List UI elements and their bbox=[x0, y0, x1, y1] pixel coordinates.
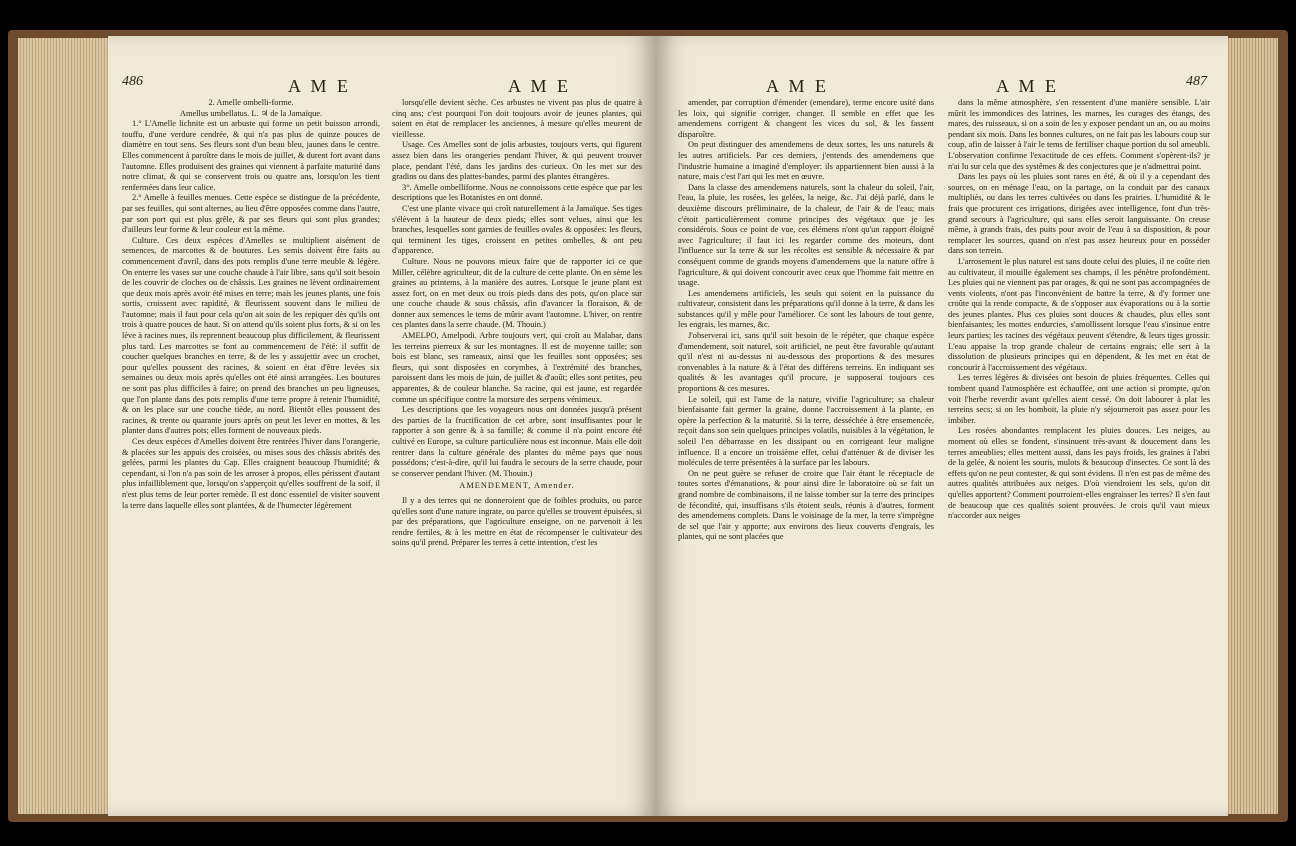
right-page bbox=[656, 36, 1228, 816]
paragraph: L'arrosement le plus naturel est sans doute celui des pluies, il ne coûte rien au cultivateur, il mouille également ses champs, il les pénètre profondément. Les pluies qui ne viennent pas par orages, & qui ne sont pas accompagnées de vents violents, n'ont pas l'inconvénient de battre la terre, & d'y former une croûte qui la rende compacte, & de s'opposer aux évaporations ou à la sortie des jeunes plantes. Plus ces pluies sont douces & chaudes, plus elles sont bienfaisantes; les mottes endurcies, s'amollissent lorsque l'eau s'insinue entre leurs parties; les racines des végétaux peuvent s'étendre, & leurs tiges grossir. L'eau appaise la trop grande chaleur de certains engrais; elle sert à la dissolution de plusieurs principes qui en dépendent, & les met en état de concourir à l'accroissement des végétaux. bbox=[948, 256, 1210, 372]
paragraph: On ne peut guère se refuser de croire que l'air étant le réceptacle de toutes sortes d'émanations, & pour ainsi dire le laboratoire où se fait un grand nombre de combinaisons, il ne laisse tomber sur la terre des principes de fécondité, qui, insuffisans s'ils étoient seuls, réunis à d'autres, forment des amendemens complets. Dans le voisinage de la mer, la terre s'imprègne de sel que l'air y apporte; aux environs des lieux couverts d'engrais, les plantes, qui ne sont placées que bbox=[678, 468, 934, 542]
paragraph: amender, par corruption d'émender (emendare), terme encore usité dans les loix, qui signifie corriger, changer. Il semble en effet que les amendemens corrigent & changent les vices du sol, & les fassent disparoître. bbox=[678, 98, 934, 139]
paragraph: 2. Amelle ombelli-forme. bbox=[208, 98, 294, 107]
page-number: 486 bbox=[122, 74, 143, 89]
left-page bbox=[108, 36, 656, 816]
running-header: A M E bbox=[508, 76, 572, 96]
paragraph: Les amendemens artificiels, les seuls qui soient en la puissance du cultivateur, consistent dans les préparations qu'il donne à la terre, & dans les substances qu'il y mêle pour l'améliorer. Ce sont les labours de tout genre, les engrais, les marnes, &c. bbox=[678, 288, 934, 330]
paragraph: AMELPO, Amelpodi. Arbre toujours vert, qui croît au Malabar, dans les terreins pierreux & sur les montagnes. Il est de moyenne taille; son bois est blanc, ses rameaux, ainsi que les feuilles sont opposées; ses fleurs, qui sont disposées en corymbes, à l'extrémité des branches, paroissent dans les mois de juin, de juillet & d'août; elles sont petites, peu apparentes, & de couleur blanche. Sa racine, qui est jaune, est regardée comme un spécifique contre la morsure des serpens vénimeux. bbox=[392, 331, 642, 404]
running-header: A M E bbox=[996, 76, 1060, 96]
open-book bbox=[8, 30, 1288, 822]
paragraph: 1.° L'Amelle lichnite est un arbuste qui forme un petit buisson arrondi, touffu, d'une verdure cendrée, & qui n'a pas plus de quinze pouces de diamètre en tout sens. Ses fleurs sont d'un beau bleu, jaunes dans le centre. Elles commencent à paroître dans le mois de juillet, & durent fort avant dans l'automne. Elles produisent des graines qui viennent à parfaite maturité dans notre climat, & qui se conservent trois ou quatre ans, lorsqu'on les tient renfermées dans leur calice. bbox=[122, 119, 380, 192]
paragraph: lorsqu'elle devient sèche. Ces arbustes ne vivent pas plus de quatre à cinq ans; c'est pourquoi l'on doit toujours avoir de jeunes plantes, qui soient en état de remplacer les anciennes, à mesure qu'elles meurent de vieillesse. bbox=[392, 98, 642, 139]
article-title: AMENDEMENT, Amender. bbox=[459, 481, 575, 491]
paragraph: C'est une plante vivace qui croît naturellement à la Jamaïque. Ses tiges s'élèvent à la hauteur de deux pieds; elles sont velues, ainsi que les branches, lesquelles sont garnies de feuilles ovales & opposées: les fleurs, qui terminent les tiges, croissent en petites ombelles, & ont peu d'apparence. bbox=[392, 203, 642, 256]
page-edges-right bbox=[1226, 38, 1278, 814]
paragraph: Culture. Ces deux espèces d'Amelles se multiplient aisément de semences, de marcottes & de boutures. Les semis doivent être faits au commencement d'avril, dans des pots remplis d'une terre meuble & légère. On enterre les vases sur une couche chaude à l'air libre, sans qu'il soit besoin de les couvrir de cloches ou de châssis. Les graines ne lèvent ordinairement que deux mois après avoir été mises en terre; mais les jeunes plants, une fois sortis, croissent avec rapidité, & fleurissent souvent dans le milieu de l'automne; mais il faut pour cela qu'on ait soin de les repiquer dès qu'ils ont trois à quatre pouces de haut. Si on attend qu'ils soient plus forts, & si on les lève à racines nues, ils reprennent beaucoup plus difficilement, & fleurissent plus tard. Les marcottes se font au commencement de l'été: il suffit de coucher quelques branches en terre, & de les y assujettir avec un crochet, pour qu'elles poussent des racines, & soient en état d'être levées six semaines ou deux mois après qu'elles ont été ainsi arrangées. Les boutures ne sont pas plus difficiles à faire; on prend des branches un peu ligneuses, que l'on plante dans des pots remplis d'une terre propre à retenir l'humidité, & on les place sur une couche tiède, au nord. Bientôt elles poussent des racines, & trente ou quarante jours après on peut les lever en mottes, & les planter dans d'autres pots; elles forment de nouveaux pieds. bbox=[122, 235, 380, 436]
paragraph: 2.° Amelle à feuilles menues. Cette espèce se distingue de la précédente, par ses feuilles, qui sont alternes, au lieu d'être opposées comme dans l'autre, par son port qui est plus grêle, & par ses fleurs qui sont plus grandes; d'ailleurs leur forme & leur couleur est la même. bbox=[122, 193, 380, 235]
paragraph: On peut distinguer des amendemens de deux sortes, les uns naturels & les autres artificiels. Par ces derniers, j'entends des amendemens que l'industrie humaine a imaginé d'employer: ils appartiennent bien aussi à la nature, mais c'est l'art qui les met en œuvre. bbox=[678, 140, 934, 182]
paragraph: Les rosées abondantes remplacent les pluies douces. Les neiges, au moment où elles se fondent, s'insinuent très-avant & doucement dans les terres ameublies; elles mettent aussi, dans les pays froids, les graines à l'abri de la gelée, & noient les souris, mulots & beaucoup d'insectes. Ce sont là des effets qu'on ne peut contester, & qui sont évidens. Il n'en est pas de même des autres qualités attribuées aux neiges. D'où viendroient les sels, qu'on dit qu'elles apportent? Comment pourroient-elles engraisser les terres? Il s'en faut de beaucoup que ces qualités soient prouvées. Je crois qu'il vaut mieux n'accorder aux neiges bbox=[948, 426, 1210, 521]
paragraph: Dans la classe des amendemens naturels, sont la chaleur du soleil, l'air, l'eau, la pluie, les rosées, les gelées, la neige, &c. J'ai déjà parlé, dans le deuxième discours préliminaire, de la chaleur, de l'air & de l'eau; mais c'étoit particulièrement comme principes des végétaux que je les considérois. Sous ce point de vue, ces élémens n'ont qu'un rapport éloigné avec l'agriculture; il faut ici les regarder comme des moteurs, dont l'influence sur la terre & sur les récoltes est sensible & nécessaire & par conséquent comme de grands moyens d'amendemens que la nature offre à l'agriculture, & qui doivent concourir avec ceux que l'homme fait mettre en usage. bbox=[678, 182, 934, 288]
paragraph: Culture. Nous ne pouvons mieux faire que de rapporter ici ce que Miller, célèbre agriculteur, dit de la culture de cette plante. On en sème les graines au printems, à la manière des autres. Lorsque le jeune plant est assez fort, on en met deux ou trois pieds dans des pots, qu'on place sur une couche chaude & sous châssis, afin d'avancer la floraison, & de donner aux semences le tems de mûrir avant l'automne. L'hiver, on rentre ces plantes dans la serre chaude. (M. Thouin.) bbox=[392, 256, 642, 330]
paragraph: Ces deux espèces d'Amelles doivent être rentrées l'hiver dans l'orangerie, & placées sur les appuis des croisées, ou mises sous des châssis abrités des gelées, parmi les plantes du Cap. Elles craignent beaucoup l'humidité; & cependant, si l'on n'a pas soin de les arroser à propos, elles périssent d'autant plus infailliblement que, lorsqu'on s'apperçoit qu'elles souffrent de la soif, il n'est plus tems de leur porter remède. Il est donc essentiel de visiter souvent la terre dans laquelle elles sont plantées, & de l'humecter légèrement bbox=[122, 437, 380, 510]
paragraph: Usage. Ces Amelles sont de jolis arbustes, toujours verts, qui figurent assez bien dans les orangeries pendant l'hiver, & qui peuvent trouver place, pendant l'été, dans les jardins des curieux. On les met sur des gradins ou dans des plattes-bandes, parmi des plantes étrangères. bbox=[392, 140, 642, 182]
text-column bbox=[678, 98, 934, 798]
text-column bbox=[392, 98, 642, 798]
paragraph: Le soleil, qui est l'ame de la nature, vivifie l'agriculture; sa chaleur bienfaisante fait germer la graine, donne l'accroissement à la plante, en opère la perfection & la maturité. Si la terre, desséchée à être ensemencée, reçoit dans son sein quelques principes volatils, nuisibles à la végétation, le soleil l'en débarrasse en les dissipant ou en corrigeant leur maligne influence. Il a encore un troisième effet, celui d'atténuer & de diviser les molécules de terre présentées à la surface par les labours. bbox=[678, 394, 934, 468]
paragraph: dans la même atmosphère, s'en ressentent d'une manière sensible. L'air mûrit les immondices des latrines, les marnes, les curages des étangs, des mares, des ruisseaux, si on a soin de les y exposer pendant un an, ou au moins pendant six mois. Dans les bonnes cultures, on ne fait pas les labours coup sur coup, afin de laisser à l'air le tems de fertiliser chaque portion du sol ameubli. L'observation confirme l'exactitude de ces effets. Comment s'opèrent-ils? je n'ai lu sur cela que des systêmes & des conjectures que je n'admettrai point. bbox=[948, 98, 1210, 171]
paragraph: Les terres légères & divisées ont besoin de pluies fréquentes. Celles qui tombent quand l'atmosphère est échauffée, ont une action si prompte, qu'on voit l'herbe reverdir avant qu'elles aient cessé. On doit labourer à plat les terreins secs; si on les bomboit, la pluie n'y séjourneroit pas assez pour les imbiber. bbox=[948, 373, 1210, 425]
paragraph: Amellus umbellatus. L. ♃ de la Jamaïque. bbox=[179, 108, 323, 118]
text-column bbox=[122, 98, 380, 798]
text-column bbox=[948, 98, 1210, 798]
paragraph: Dans les pays où les pluies sont rares en été, & où il y a cependant des sources, on en ménage l'eau, on la partage, on la conduit par des canaux multipliés, ou dans les terres cultivées ou dans les prairies. L'humidité & le frais que procurent ces irrigations, dirigées avec intelligence, font d'un très-grand secours à l'agriculture, qui sans elles seroit languissante. On creuse même, à grands frais, des puits pour avoir de l'eau à sa disposition, & pour remplacer les sources, quand on n'est pas assez heureux pour en posséder dans son terrein. bbox=[948, 172, 1210, 256]
running-header: A M E bbox=[766, 76, 830, 96]
page-number: 487 bbox=[1186, 74, 1207, 89]
running-header: A M E bbox=[288, 76, 352, 96]
page-edges-left bbox=[18, 38, 108, 814]
paragraph: 3°. Amelle ombelliforme. Nous ne connoissons cette espèce que par les descriptions que les Botanistes en ont donné. bbox=[392, 182, 642, 203]
paragraph: Les descriptions que les voyageurs nous ont données jusqu'à présent des parties de la fructification de cet arbre, sont insuffisantes pour le rapporter à son genre & à sa famille; & comme il n'a point encore été cultivé en Europe, sa culture particulière nous est inconnue. Mais elle doit rentrer dans la culture générale des plantes du même pays que nous possédons; c'est-à-dire, qu'il lui faudra le secours de la serre chaude, pour se conserver pendant l'hiver. (M. Thouin.) bbox=[392, 405, 642, 478]
paragraph: J'observerai ici, sans qu'il soit besoin de le répéter, que chaque espèce d'amendement, soit naturel, soit artificiel, ne peut être favorable qu'autant qu'il n'est ni au-dessus ni au-dessous des proportions & des mesures convenables à la nature & à l'état des différens terreins. En indiquant ses qualités & les avantages qu'il procure, je supposerai toujours ces proportions & ces mesures. bbox=[678, 331, 934, 394]
paragraph: Il y a des terres qui ne donneroient que de foibles produits, ou parce qu'elles sont d'une nature ingrate, ou parce qu'elles se trouvent épuisées, si par des préparations, que l'agriculture enseigne, on ne parvenoit à les rendre fertiles, & à les mettre en état de récompenser le cultivateur des soins qu'il prend. Préparer les terres à cette intention, c'est les bbox=[392, 495, 642, 548]
